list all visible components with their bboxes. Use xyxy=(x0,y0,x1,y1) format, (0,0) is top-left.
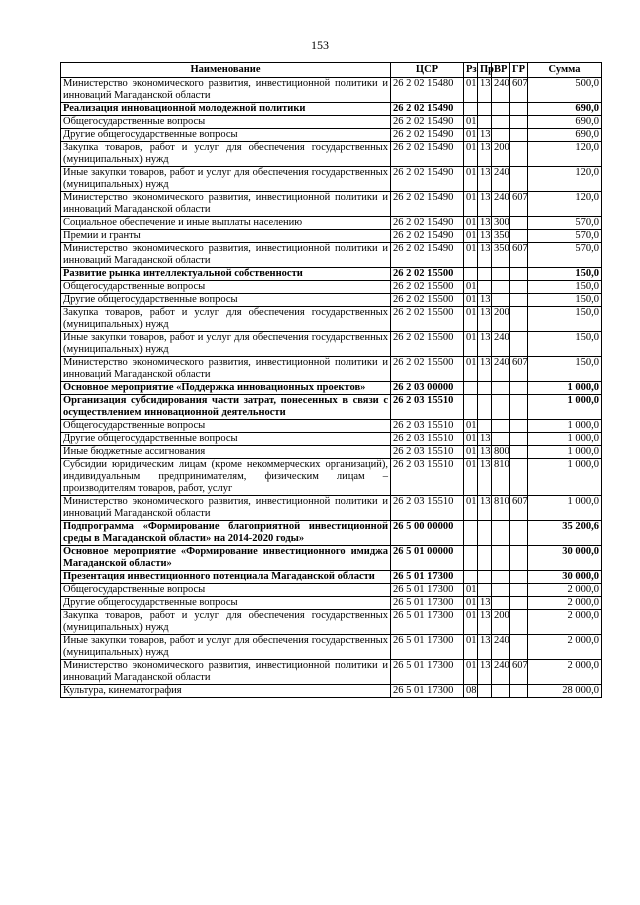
cell-csr: 26 2 02 15490 xyxy=(391,142,464,167)
cell-name: Закупка товаров, работ и услуг для обеспечения государственных (муниципальных) нужд xyxy=(61,307,391,332)
table-row xyxy=(61,546,602,571)
cell-sum: 1 000,0 xyxy=(528,446,602,459)
cell-vr xyxy=(492,268,510,281)
cell-pr: 13 xyxy=(478,635,492,660)
cell-rz: 01 xyxy=(464,192,478,217)
table-row xyxy=(61,307,602,332)
cell-gr xyxy=(510,116,528,129)
table-row xyxy=(61,281,602,294)
cell-name: Презентация инвестиционного потенциала Магаданской области xyxy=(61,571,391,584)
cell-sum: 2 000,0 xyxy=(528,660,602,685)
cell-name: Министерство экономического развития, инвестиционной политики и инноваций Магаданской области xyxy=(61,357,391,382)
cell-name: Закупка товаров, работ и услуг для обеспечения государственных (муниципальных) нужд xyxy=(61,610,391,635)
cell-name: Основное мероприятие «Поддержка инновационных проектов» xyxy=(61,382,391,395)
header-name: Наименование xyxy=(61,63,391,78)
cell-rz: 01 xyxy=(464,217,478,230)
cell-name: Иные закупки товаров, работ и услуг для обеспечения государственных (муниципальных) нужд xyxy=(61,332,391,357)
cell-gr xyxy=(510,420,528,433)
cell-gr xyxy=(510,307,528,332)
table-row xyxy=(61,192,602,217)
cell-vr xyxy=(492,546,510,571)
cell-gr xyxy=(510,129,528,142)
cell-sum: 1 000,0 xyxy=(528,459,602,496)
cell-pr: 13 xyxy=(478,446,492,459)
cell-sum: 150,0 xyxy=(528,357,602,382)
cell-gr xyxy=(510,459,528,496)
cell-gr: 607 xyxy=(510,78,528,103)
cell-gr xyxy=(510,281,528,294)
cell-vr xyxy=(492,395,510,420)
cell-pr: 13 xyxy=(478,433,492,446)
cell-pr xyxy=(478,103,492,116)
cell-sum: 35 200,6 xyxy=(528,521,602,546)
cell-gr xyxy=(510,635,528,660)
table-row xyxy=(61,584,602,597)
cell-csr: 26 5 01 00000 xyxy=(391,546,464,571)
cell-sum: 1 000,0 xyxy=(528,395,602,420)
cell-vr: 300 xyxy=(492,217,510,230)
cell-pr: 13 xyxy=(478,217,492,230)
cell-csr: 26 2 03 15510 xyxy=(391,496,464,521)
cell-name: Общегосударственные вопросы xyxy=(61,420,391,433)
header-csr: ЦСР xyxy=(391,63,464,78)
cell-vr: 240 xyxy=(492,167,510,192)
table-row xyxy=(61,230,602,243)
cell-vr xyxy=(492,294,510,307)
cell-name: Субсидии юридическим лицам (кроме некоммерческих организаций), индивидуальным предпринимателям, физическим лицам – производителям товаров, работ, услуг xyxy=(61,459,391,496)
cell-pr xyxy=(478,281,492,294)
table-row xyxy=(61,142,602,167)
cell-csr: 26 5 01 17300 xyxy=(391,584,464,597)
header-pr: Пр xyxy=(478,63,492,78)
cell-name: Общегосударственные вопросы xyxy=(61,281,391,294)
cell-name: Основное мероприятие «Формирование инвестиционного имиджа Магаданской области» xyxy=(61,546,391,571)
cell-pr: 13 xyxy=(478,142,492,167)
budget-table xyxy=(60,62,602,698)
cell-csr: 26 5 01 17300 xyxy=(391,685,464,698)
cell-name: Министерство экономического развития, инвестиционной политики и инноваций Магаданской области xyxy=(61,243,391,268)
cell-pr xyxy=(478,382,492,395)
cell-vr: 240 xyxy=(492,192,510,217)
cell-vr xyxy=(492,420,510,433)
cell-name: Общегосударственные вопросы xyxy=(61,584,391,597)
cell-name: Иные бюджетные ассигнования xyxy=(61,446,391,459)
cell-gr: 607 xyxy=(510,660,528,685)
cell-gr xyxy=(510,268,528,281)
cell-gr xyxy=(510,382,528,395)
cell-pr xyxy=(478,685,492,698)
cell-pr: 13 xyxy=(478,496,492,521)
cell-rz: 01 xyxy=(464,332,478,357)
cell-pr: 13 xyxy=(478,610,492,635)
cell-sum: 690,0 xyxy=(528,116,602,129)
table-row xyxy=(61,78,602,103)
cell-name: Развитие рынка интеллектуальной собственности xyxy=(61,268,391,281)
cell-rz xyxy=(464,395,478,420)
table-row xyxy=(61,243,602,268)
table-row xyxy=(61,217,602,230)
cell-vr: 800 xyxy=(492,446,510,459)
cell-pr: 13 xyxy=(478,357,492,382)
cell-gr xyxy=(510,610,528,635)
cell-name: Министерство экономического развития, инвестиционной политики и инноваций Магаданской области xyxy=(61,496,391,521)
table-row xyxy=(61,459,602,496)
cell-name: Другие общегосударственные вопросы xyxy=(61,597,391,610)
cell-gr xyxy=(510,433,528,446)
cell-csr: 26 2 02 15500 xyxy=(391,307,464,332)
cell-name: Социальное обеспечение и иные выплаты населению xyxy=(61,217,391,230)
cell-pr: 13 xyxy=(478,192,492,217)
cell-rz: 01 xyxy=(464,307,478,332)
cell-rz xyxy=(464,571,478,584)
cell-vr xyxy=(492,433,510,446)
cell-csr: 26 2 03 15510 xyxy=(391,395,464,420)
cell-gr xyxy=(510,395,528,420)
cell-rz: 01 xyxy=(464,446,478,459)
cell-name: Другие общегосударственные вопросы xyxy=(61,433,391,446)
header-gr: ГР xyxy=(510,63,528,78)
cell-pr: 13 xyxy=(478,167,492,192)
cell-vr: 240 xyxy=(492,78,510,103)
cell-sum: 150,0 xyxy=(528,332,602,357)
cell-rz xyxy=(464,546,478,571)
cell-gr xyxy=(510,584,528,597)
table-row xyxy=(61,521,602,546)
table-row xyxy=(61,610,602,635)
cell-pr xyxy=(478,584,492,597)
cell-name: Реализация инновационной молодежной политики xyxy=(61,103,391,116)
table-row xyxy=(61,268,602,281)
table-row xyxy=(61,332,602,357)
cell-vr: 240 xyxy=(492,660,510,685)
cell-pr: 13 xyxy=(478,230,492,243)
cell-pr: 13 xyxy=(478,307,492,332)
cell-csr: 26 5 01 17300 xyxy=(391,610,464,635)
cell-csr: 26 2 02 15490 xyxy=(391,103,464,116)
cell-rz: 01 xyxy=(464,584,478,597)
cell-name: Иные закупки товаров, работ и услуг для обеспечения государственных (муниципальных) нужд xyxy=(61,635,391,660)
cell-sum: 690,0 xyxy=(528,103,602,116)
cell-pr: 13 xyxy=(478,597,492,610)
cell-csr: 26 5 01 17300 xyxy=(391,571,464,584)
cell-csr: 26 2 02 15500 xyxy=(391,281,464,294)
table-row xyxy=(61,446,602,459)
cell-rz: 08 xyxy=(464,685,478,698)
cell-csr: 26 2 02 15490 xyxy=(391,217,464,230)
cell-rz: 01 xyxy=(464,597,478,610)
cell-csr: 26 2 02 15500 xyxy=(391,294,464,307)
cell-sum: 2 000,0 xyxy=(528,635,602,660)
cell-sum: 1 000,0 xyxy=(528,433,602,446)
header-sum: Сумма xyxy=(528,63,602,78)
cell-sum: 570,0 xyxy=(528,243,602,268)
cell-name: Культура, кинематография xyxy=(61,685,391,698)
table-row xyxy=(61,420,602,433)
cell-csr: 26 2 03 00000 xyxy=(391,382,464,395)
cell-sum: 2 000,0 xyxy=(528,584,602,597)
cell-csr: 26 2 02 15490 xyxy=(391,230,464,243)
table-row xyxy=(61,571,602,584)
cell-name: Министерство экономического развития, инвестиционной политики и инноваций Магаданской области xyxy=(61,660,391,685)
cell-csr: 26 2 03 15510 xyxy=(391,459,464,496)
cell-gr xyxy=(510,142,528,167)
page-number: 153 xyxy=(311,38,329,52)
cell-rz: 01 xyxy=(464,420,478,433)
cell-vr xyxy=(492,116,510,129)
cell-gr xyxy=(510,103,528,116)
cell-gr xyxy=(510,571,528,584)
cell-rz: 01 xyxy=(464,459,478,496)
cell-rz: 01 xyxy=(464,281,478,294)
cell-vr: 240 xyxy=(492,635,510,660)
cell-csr: 26 2 02 15490 xyxy=(391,129,464,142)
cell-sum: 120,0 xyxy=(528,167,602,192)
cell-rz: 01 xyxy=(464,357,478,382)
cell-csr: 26 2 02 15490 xyxy=(391,192,464,217)
cell-pr xyxy=(478,395,492,420)
cell-rz xyxy=(464,268,478,281)
cell-gr xyxy=(510,332,528,357)
cell-rz: 01 xyxy=(464,610,478,635)
cell-vr xyxy=(492,685,510,698)
cell-vr xyxy=(492,281,510,294)
cell-rz: 01 xyxy=(464,78,478,103)
cell-pr: 13 xyxy=(478,459,492,496)
cell-gr xyxy=(510,217,528,230)
cell-sum: 2 000,0 xyxy=(528,610,602,635)
cell-csr: 26 2 03 15510 xyxy=(391,420,464,433)
table-row xyxy=(61,433,602,446)
cell-csr: 26 2 03 15510 xyxy=(391,446,464,459)
cell-sum: 500,0 xyxy=(528,78,602,103)
cell-rz: 01 xyxy=(464,496,478,521)
cell-vr: 240 xyxy=(492,357,510,382)
cell-name: Подпрограмма «Формирование благоприятной инвестиционной среды в Магаданской области» на 2014-2020 годы» xyxy=(61,521,391,546)
cell-rz xyxy=(464,521,478,546)
cell-csr: 26 2 02 15490 xyxy=(391,167,464,192)
table-row xyxy=(61,294,602,307)
cell-sum: 1 000,0 xyxy=(528,496,602,521)
cell-pr: 13 xyxy=(478,243,492,268)
header-vr: ВР xyxy=(492,63,510,78)
cell-rz: 01 xyxy=(464,142,478,167)
cell-pr xyxy=(478,116,492,129)
cell-pr xyxy=(478,571,492,584)
cell-vr: 350 xyxy=(492,243,510,268)
cell-sum: 2 000,0 xyxy=(528,597,602,610)
cell-gr xyxy=(510,521,528,546)
cell-vr xyxy=(492,103,510,116)
cell-name: Министерство экономического развития, инвестиционной политики и инноваций Магаданской области xyxy=(61,192,391,217)
cell-rz: 01 xyxy=(464,129,478,142)
table-row xyxy=(61,685,602,698)
cell-sum: 1 000,0 xyxy=(528,382,602,395)
cell-vr: 200 xyxy=(492,142,510,167)
cell-gr xyxy=(510,685,528,698)
cell-vr: 810 xyxy=(492,459,510,496)
cell-pr xyxy=(478,420,492,433)
cell-name: Общегосударственные вопросы xyxy=(61,116,391,129)
table-row xyxy=(61,103,602,116)
cell-gr xyxy=(510,546,528,571)
cell-gr xyxy=(510,230,528,243)
cell-vr: 200 xyxy=(492,307,510,332)
cell-csr: 26 2 03 15510 xyxy=(391,433,464,446)
cell-rz: 01 xyxy=(464,635,478,660)
cell-pr xyxy=(478,521,492,546)
table-row xyxy=(61,597,602,610)
table-row xyxy=(61,129,602,142)
cell-csr: 26 5 01 17300 xyxy=(391,635,464,660)
cell-vr xyxy=(492,571,510,584)
cell-name: Министерство экономического развития, инвестиционной политики и инноваций Магаданской области xyxy=(61,78,391,103)
cell-sum: 150,0 xyxy=(528,268,602,281)
table-row xyxy=(61,382,602,395)
cell-name: Премии и гранты xyxy=(61,230,391,243)
table-header-row xyxy=(61,63,602,78)
cell-name: Закупка товаров, работ и услуг для обеспечения государственных (муниципальных) нужд xyxy=(61,142,391,167)
cell-name: Другие общегосударственные вопросы xyxy=(61,129,391,142)
cell-gr xyxy=(510,597,528,610)
cell-sum: 120,0 xyxy=(528,192,602,217)
table-row xyxy=(61,635,602,660)
cell-sum: 150,0 xyxy=(528,307,602,332)
cell-gr xyxy=(510,294,528,307)
cell-sum: 570,0 xyxy=(528,230,602,243)
cell-gr xyxy=(510,446,528,459)
cell-vr: 810 xyxy=(492,496,510,521)
cell-csr: 26 5 00 00000 xyxy=(391,521,464,546)
cell-gr xyxy=(510,167,528,192)
cell-vr xyxy=(492,584,510,597)
cell-pr: 13 xyxy=(478,78,492,103)
cell-vr: 350 xyxy=(492,230,510,243)
cell-rz xyxy=(464,382,478,395)
cell-csr: 26 2 02 15490 xyxy=(391,243,464,268)
cell-vr: 240 xyxy=(492,332,510,357)
cell-pr: 13 xyxy=(478,660,492,685)
table-row xyxy=(61,395,602,420)
cell-pr: 13 xyxy=(478,332,492,357)
header-rz: Рз xyxy=(464,63,478,78)
cell-pr: 13 xyxy=(478,294,492,307)
cell-rz: 01 xyxy=(464,167,478,192)
cell-vr: 200 xyxy=(492,610,510,635)
cell-rz: 01 xyxy=(464,433,478,446)
table-row xyxy=(61,167,602,192)
cell-csr: 26 2 02 15480 xyxy=(391,78,464,103)
cell-rz: 01 xyxy=(464,116,478,129)
cell-rz xyxy=(464,103,478,116)
cell-sum: 120,0 xyxy=(528,142,602,167)
cell-rz: 01 xyxy=(464,660,478,685)
cell-csr: 26 2 02 15490 xyxy=(391,116,464,129)
cell-vr xyxy=(492,597,510,610)
cell-pr: 13 xyxy=(478,129,492,142)
cell-pr xyxy=(478,268,492,281)
cell-sum: 150,0 xyxy=(528,281,602,294)
cell-gr: 607 xyxy=(510,243,528,268)
cell-gr: 607 xyxy=(510,496,528,521)
cell-csr: 26 5 01 17300 xyxy=(391,597,464,610)
cell-rz: 01 xyxy=(464,243,478,268)
cell-sum: 30 000,0 xyxy=(528,546,602,571)
cell-csr: 26 2 02 15500 xyxy=(391,332,464,357)
cell-vr xyxy=(492,521,510,546)
cell-name: Иные закупки товаров, работ и услуг для обеспечения государственных (муниципальных) нужд xyxy=(61,167,391,192)
cell-gr: 607 xyxy=(510,192,528,217)
cell-name: Другие общегосударственные вопросы xyxy=(61,294,391,307)
table-body xyxy=(61,78,602,698)
cell-sum: 690,0 xyxy=(528,129,602,142)
cell-sum: 570,0 xyxy=(528,217,602,230)
cell-sum: 30 000,0 xyxy=(528,571,602,584)
cell-vr xyxy=(492,129,510,142)
cell-sum: 28 000,0 xyxy=(528,685,602,698)
cell-csr: 26 2 02 15500 xyxy=(391,268,464,281)
table-row xyxy=(61,116,602,129)
table-row xyxy=(61,496,602,521)
cell-rz: 01 xyxy=(464,230,478,243)
table-row xyxy=(61,357,602,382)
cell-rz: 01 xyxy=(464,294,478,307)
cell-csr: 26 5 01 17300 xyxy=(391,660,464,685)
cell-sum: 150,0 xyxy=(528,294,602,307)
cell-csr: 26 2 02 15500 xyxy=(391,357,464,382)
cell-vr xyxy=(492,382,510,395)
cell-sum: 1 000,0 xyxy=(528,420,602,433)
cell-gr: 607 xyxy=(510,357,528,382)
cell-pr xyxy=(478,546,492,571)
cell-name: Организация субсидирования части затрат, понесенных в связи с осуществлением инновационной деятельности xyxy=(61,395,391,420)
table-row xyxy=(61,660,602,685)
